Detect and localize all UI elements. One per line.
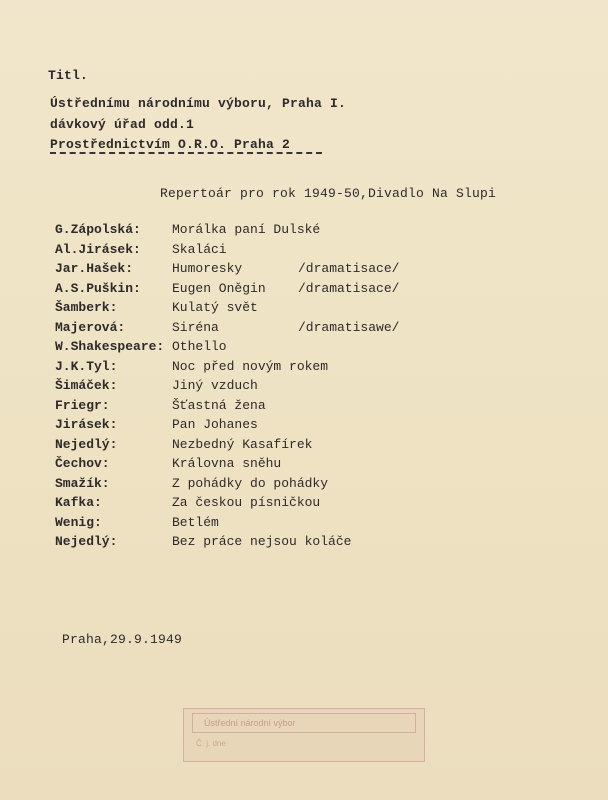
recipient-line-3: Prostřednictvím O.R.O. Praha 2 <box>50 137 291 152</box>
repertoire-row <box>55 495 555 513</box>
repertoire-row <box>55 534 555 552</box>
play-title: Za českou písničkou <box>172 495 321 510</box>
document-title: Repertoár pro rok 1949-50,Divadlo Na Slupi <box>160 186 497 201</box>
office-stamp <box>183 708 425 762</box>
play-title: Jiný vzduch <box>172 378 258 393</box>
play-note: /dramatisace/ <box>298 280 400 296</box>
salutation: Titl. <box>48 68 89 83</box>
stamp-office-name: Ústřední národní výbor <box>204 718 296 728</box>
author-name: G.Zápolská: <box>55 222 141 237</box>
stamp-reference: Č. j. dne <box>196 739 226 748</box>
play-title: Skaláci <box>172 241 227 257</box>
author-name: Nejedlý: <box>55 436 118 452</box>
author-name: J.K.Tyl: <box>55 358 118 374</box>
recipient-line-1: Ústřednímu národnímu výboru, Praha I. <box>50 96 347 111</box>
author-name: Wenig: <box>55 514 102 530</box>
repertoire-row <box>55 359 555 377</box>
author-name: Šamberk: <box>55 300 118 315</box>
place-date: Praha,29.9.1949 <box>62 632 183 647</box>
play-title: Betlém <box>172 514 219 530</box>
play-title: Pan Johanes <box>172 417 258 432</box>
repertoire-row <box>55 476 555 494</box>
author-name: Šimáček: <box>55 378 118 393</box>
author-name: W.Shakespeare: <box>55 339 165 354</box>
author-name: Friegr: <box>55 397 110 413</box>
repertoire-row <box>55 242 555 260</box>
play-title: Bez práce nejsou koláče <box>172 534 352 549</box>
author-name: A.S.Puškin: <box>55 280 141 296</box>
play-title: Nezbedný Kasafírek <box>172 436 313 452</box>
repertoire-row <box>55 398 555 416</box>
play-title: Noc před novým rokem <box>172 358 329 374</box>
repertoire-row <box>55 222 555 240</box>
author-name: Jirásek: <box>55 417 118 432</box>
play-title: Siréna <box>172 319 219 335</box>
repertoire-row <box>55 339 555 357</box>
repertoire-row <box>55 320 555 338</box>
repertoire-row <box>55 300 555 318</box>
play-title: Z pohádky do pohádky <box>172 475 329 491</box>
recipient-line-2: dávkový úřad odd.1 <box>50 117 195 132</box>
author-name: Nejedlý: <box>55 534 118 549</box>
repertoire-row <box>55 437 555 455</box>
play-title: Morálka paní Dulské <box>172 222 321 237</box>
author-name: Kafka: <box>55 495 102 510</box>
repertoire-row <box>55 417 555 435</box>
play-note: /dramatisace/ <box>298 261 400 276</box>
header-divider <box>50 152 322 154</box>
play-title: Šťastná žena <box>172 397 266 413</box>
repertoire-row <box>55 515 555 533</box>
author-name: Čechov: <box>55 456 110 471</box>
play-note: /dramatisawe/ <box>298 319 400 335</box>
author-name: Majerová: <box>55 319 126 335</box>
play-title: Královna sněhu <box>172 456 282 471</box>
author-name: Jar.Hašek: <box>55 261 134 276</box>
repertoire-row <box>55 456 555 474</box>
repertoire-row <box>55 261 555 279</box>
repertoire-row <box>55 281 555 299</box>
play-title: Humoresky <box>172 261 243 276</box>
repertoire-row <box>55 378 555 396</box>
author-name: Al.Jirásek: <box>55 241 141 257</box>
play-title: Kulatý svět <box>172 300 258 315</box>
play-title: Eugen Oněgin <box>172 280 266 296</box>
author-name: Smažík: <box>55 475 110 491</box>
play-title: Othello <box>172 339 227 354</box>
